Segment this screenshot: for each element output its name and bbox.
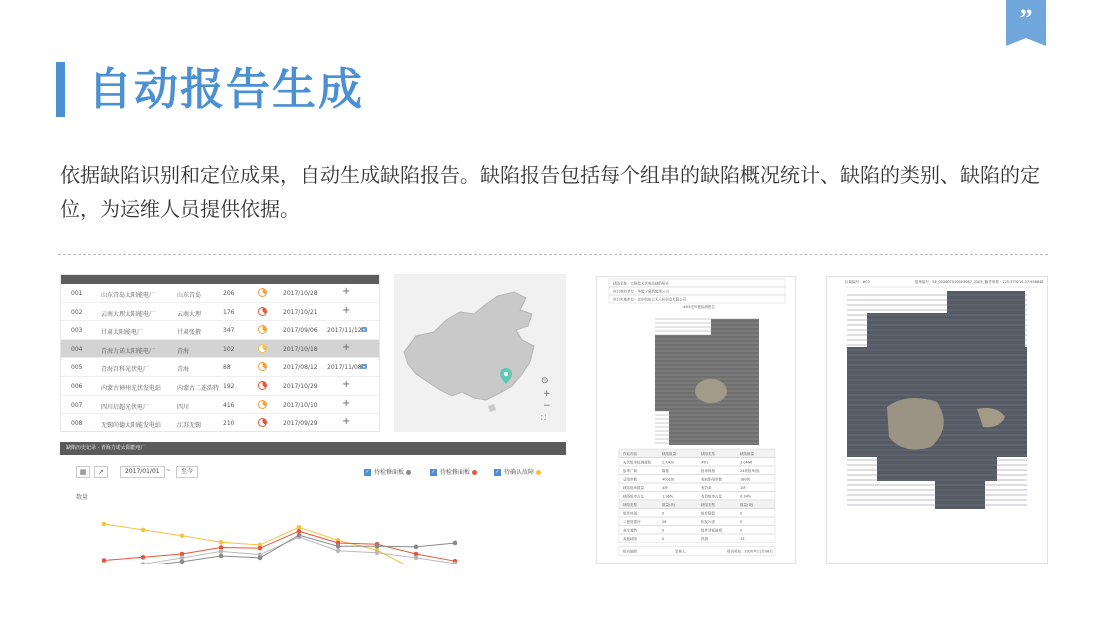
add-button[interactable]: +	[342, 397, 351, 409]
progress-pie-icon	[258, 307, 267, 316]
data-point[interactable]	[258, 556, 263, 561]
legend-label: 待确认故障	[504, 469, 535, 476]
stat-cell: 组件背板破损	[701, 528, 722, 533]
defect-count: 192	[223, 382, 235, 390]
table-row[interactable]	[61, 396, 379, 415]
stat-cell: 0	[662, 537, 665, 541]
stat-cell: #01	[701, 460, 709, 465]
data-point[interactable]	[141, 555, 146, 560]
legend-label: 待检修面板	[374, 469, 405, 476]
stat-cell: 0	[740, 520, 743, 524]
plant-name: 内蒙古神州光伏发电站	[101, 384, 162, 392]
plant-region: 四川	[177, 403, 190, 411]
legend-label: 待检修面板	[440, 469, 471, 476]
stat-cell: 组件隐裂	[701, 511, 715, 516]
stat-cell: 灰尘遮挡	[623, 528, 637, 533]
fullscreen-icon[interactable]: ⛶	[541, 414, 546, 422]
plant-name: 云南大理太阳能电厂	[101, 310, 156, 318]
plant-region: 甘肃张掖	[177, 329, 202, 337]
stat-cell: 缺陷类型	[701, 452, 715, 456]
row-number: 004	[71, 345, 83, 353]
report-row-text: 缺陷名称 · 太阳能光伏电站缺陷报告	[613, 281, 669, 286]
stat-cell: 光伏组串检测面积	[623, 460, 651, 465]
grid-view-icon[interactable]: ▦	[76, 466, 90, 478]
row-number: 006	[71, 382, 83, 390]
history-header: 缺陷历史记录 · 青海力诺太阳能电厂	[60, 442, 566, 455]
panel-array	[655, 335, 711, 371]
plant-name: 四川启超光伏电厂	[101, 403, 150, 411]
stat-cell: 二极管损坏	[623, 520, 641, 524]
stat-cell: 0	[740, 511, 743, 516]
report-header-text: 组件规格 · 125.373216,37.958648	[985, 280, 1044, 284]
stat-cell: 组串厂商	[623, 469, 637, 473]
stat-cell: 4002块	[662, 477, 675, 482]
row-number: 003	[71, 327, 83, 335]
data-point[interactable]	[414, 556, 419, 561]
stat-row	[619, 517, 775, 526]
stat-cell: 组件热斑	[623, 511, 637, 516]
flag-badge[interactable]: ▾	[363, 364, 366, 370]
table-row[interactable]	[61, 284, 379, 303]
plant-name: 甘肃太阳能电厂	[101, 329, 144, 337]
panel-array	[669, 411, 759, 445]
progress-pie-icon	[258, 381, 267, 390]
inspect-date: 2017/10/29	[283, 382, 318, 390]
defect-count: 88	[223, 364, 231, 372]
chart-view-icon[interactable]: ↗	[94, 466, 108, 478]
data-point[interactable]	[375, 550, 380, 555]
inspect-date: 2017/10/18	[283, 345, 318, 353]
history-line-chart	[60, 470, 566, 564]
checkbox-icon[interactable]: ✓	[365, 469, 370, 475]
plant-table	[60, 274, 380, 432]
stat-cell: 有效组串占比	[701, 494, 722, 499]
report-row-text: 项目实施单位 · 北京航拍云无人机信息有限公司	[613, 297, 687, 302]
progress-pie-icon	[258, 418, 267, 427]
defect-count: 206	[223, 290, 235, 297]
stat-cell: 0	[662, 528, 665, 533]
stat-cell: 28	[662, 520, 667, 524]
section-divider	[58, 254, 1048, 255]
china-map-shape	[394, 274, 566, 432]
add-button[interactable]: +	[342, 341, 351, 353]
data-point[interactable]	[219, 554, 224, 559]
row-number: 002	[71, 308, 83, 316]
terrain-patch	[695, 379, 727, 403]
stat-cell: 1块	[740, 486, 746, 490]
stat-row	[619, 509, 775, 518]
stat-cell: 组串规格	[701, 469, 715, 473]
stat-cell: 积灰污渍	[701, 520, 715, 524]
map-pin-icon[interactable]	[500, 368, 512, 384]
plant-region: 山东青岛	[177, 292, 202, 299]
data-point[interactable]	[258, 546, 263, 551]
checkbox-icon[interactable]: ✓	[495, 469, 500, 475]
stat-cell: 缺陷数量	[662, 452, 676, 456]
report-row-text: 项目验收单位 · 华能宁夏新能源公司	[613, 289, 669, 294]
stat-cell: 数量(块)	[740, 503, 754, 507]
locate-icon[interactable]: ⊙	[541, 376, 549, 386]
table-row[interactable]	[61, 303, 379, 322]
stat-cell: 缺陷类型	[623, 503, 637, 507]
review-date: 2017/11/08	[327, 364, 362, 372]
stat-cell: 数量(块)	[662, 503, 676, 507]
data-point[interactable]	[141, 562, 146, 564]
data-point[interactable]	[219, 549, 224, 554]
data-point[interactable]	[336, 544, 341, 549]
svg-text:”: ”	[1019, 4, 1033, 33]
stat-cell: 总组串数	[623, 477, 637, 482]
stat-cell: 隆基	[662, 469, 669, 473]
add-button[interactable]: +	[342, 378, 351, 390]
table-row[interactable]	[61, 321, 379, 340]
stat-row	[619, 534, 775, 543]
title-accent-bar	[56, 62, 65, 117]
stat-cell: 0	[740, 528, 743, 533]
review-date: 2017/11/12	[327, 327, 362, 335]
stat-cell: 缺陷类型	[701, 503, 715, 507]
data-point[interactable]	[180, 560, 185, 564]
progress-pie-icon	[258, 325, 267, 334]
data-point[interactable]	[336, 548, 341, 553]
data-point[interactable]	[102, 522, 107, 527]
date-from-input[interactable]: 2017/01/01	[120, 466, 165, 478]
row-number: 008	[71, 420, 83, 428]
data-point[interactable]	[414, 552, 419, 557]
inspect-date: 2017/10/28	[283, 290, 318, 297]
data-point[interactable]	[219, 540, 224, 545]
table-row[interactable]	[61, 340, 379, 359]
row-number: 001	[71, 290, 83, 297]
report-page-map	[826, 276, 1048, 564]
plant-name: 青海力诺太阳能电厂	[101, 347, 156, 355]
inspect-date: 2017/08/12	[283, 364, 318, 372]
stat-cell: 2.7/km	[662, 460, 675, 465]
stat-cell: 热斑	[701, 537, 708, 541]
zoom-out-button[interactable]: −	[543, 401, 551, 411]
data-point[interactable]	[141, 528, 146, 533]
stat-cell: 缺陷组串数量	[623, 486, 644, 490]
progress-pie-icon	[258, 288, 267, 297]
stat-row	[619, 475, 775, 484]
data-point[interactable]	[219, 545, 224, 550]
progress-pie-icon	[258, 362, 267, 371]
defect-count: 210	[223, 420, 235, 428]
table-body	[61, 284, 379, 432]
data-point[interactable]	[297, 533, 302, 538]
stat-cell: 有缺陷组串数	[701, 477, 722, 482]
plant-region: 青海	[177, 347, 190, 355]
inspect-date: 2017/10/21	[283, 308, 318, 316]
defect-count: 102	[223, 345, 235, 353]
report-summary-sheet	[597, 277, 796, 564]
stat-cell: 1.96%	[662, 494, 674, 499]
series-line	[104, 524, 455, 564]
data-point[interactable]	[453, 541, 458, 546]
stat-cell: 缺陷组串占比	[623, 494, 644, 499]
defect-count: 176	[223, 308, 235, 316]
table-row[interactable]	[61, 414, 379, 432]
defect-count: 347	[223, 327, 235, 335]
y-axis-label: 数量	[76, 494, 89, 501]
stat-cell: 0.34%	[740, 494, 752, 499]
table-row[interactable]	[61, 377, 379, 396]
stat-cell: 作业内容	[623, 452, 637, 456]
terrain-patch	[887, 398, 944, 449]
footer-text: 复核人	[675, 549, 686, 554]
stat-row	[619, 526, 775, 535]
dashboard-screenshot	[60, 270, 566, 564]
plant-region: 青海	[177, 366, 190, 374]
progress-pie-icon	[258, 344, 267, 353]
report-page-summary	[596, 276, 796, 564]
plant-region: 云南大理	[177, 310, 202, 318]
date-range-separator: ~	[166, 467, 172, 474]
plant-region: 内蒙古二连浩特	[177, 384, 220, 392]
page-description: 依据缺陷识别和定位成果，自动生成缺陷报告。缺陷报告包括每个组串的缺陷概况统计、缺陷的类别、缺陷的定位，为运维人员提供依据。	[60, 163, 1040, 221]
plant-region: 江苏无锡	[177, 422, 202, 430]
add-button[interactable]: +	[342, 416, 351, 428]
data-point[interactable]	[180, 533, 185, 538]
row-number: 007	[71, 401, 83, 409]
table-header	[61, 275, 379, 284]
data-point[interactable]	[414, 545, 419, 550]
inspect-date: 2017/09/06	[283, 327, 318, 335]
stat-cell: 4块	[662, 486, 668, 490]
checkbox-icon[interactable]: ✓	[431, 469, 436, 475]
add-button[interactable]: +	[342, 286, 351, 297]
footer-text: 报告时间：2020年11月08日	[727, 549, 773, 554]
page-title: 自动报告生成	[88, 64, 364, 115]
report-header-text: 区域编号 · #03	[845, 280, 870, 284]
row-number: 005	[71, 364, 83, 372]
stat-cell: 有效率	[701, 486, 712, 490]
stat-cell: 其他缺陷	[623, 537, 637, 541]
quote-mark-icon	[1006, 0, 1046, 46]
stat-cell: 13	[740, 537, 745, 541]
plant-name: 山东青岛太阳能电厂	[101, 292, 156, 299]
report-aerial-sheet	[827, 277, 1048, 564]
data-point[interactable]	[375, 544, 380, 549]
stat-cell: 180块	[740, 477, 751, 482]
progress-pie-icon	[258, 400, 267, 409]
stat-cell: 1.0MW	[740, 460, 753, 465]
flag-badge[interactable]: ▾	[363, 327, 366, 333]
data-point[interactable]	[180, 552, 185, 557]
table-row[interactable]	[61, 358, 379, 377]
report-header-text: 组串编号 · 5E_052807010003067_0505_1	[915, 280, 987, 284]
stat-cell: 缺陷数量	[740, 452, 754, 456]
stat-cell: 0	[662, 511, 665, 516]
footer-text: 报告编制：	[623, 549, 641, 554]
plant-name: 无锡尚德太阳能发电站	[101, 422, 162, 430]
plant-name: 青海百科光伏电厂	[101, 366, 150, 374]
inspect-date: 2017/10/10	[283, 401, 318, 409]
date-to-input[interactable]: 至今	[176, 466, 198, 478]
panel-array	[877, 457, 997, 481]
stat-cell: 24块组串/组	[740, 469, 760, 473]
add-button[interactable]: +	[342, 304, 351, 316]
defect-count: 416	[223, 401, 235, 409]
inspect-date: 2017/09/29	[283, 420, 318, 428]
zoom-in-button[interactable]: +	[543, 389, 551, 399]
image-caption: #03光伏板检测报告	[683, 305, 715, 309]
data-point[interactable]	[102, 558, 107, 563]
china-map[interactable]	[394, 274, 566, 432]
data-point[interactable]	[297, 525, 302, 530]
